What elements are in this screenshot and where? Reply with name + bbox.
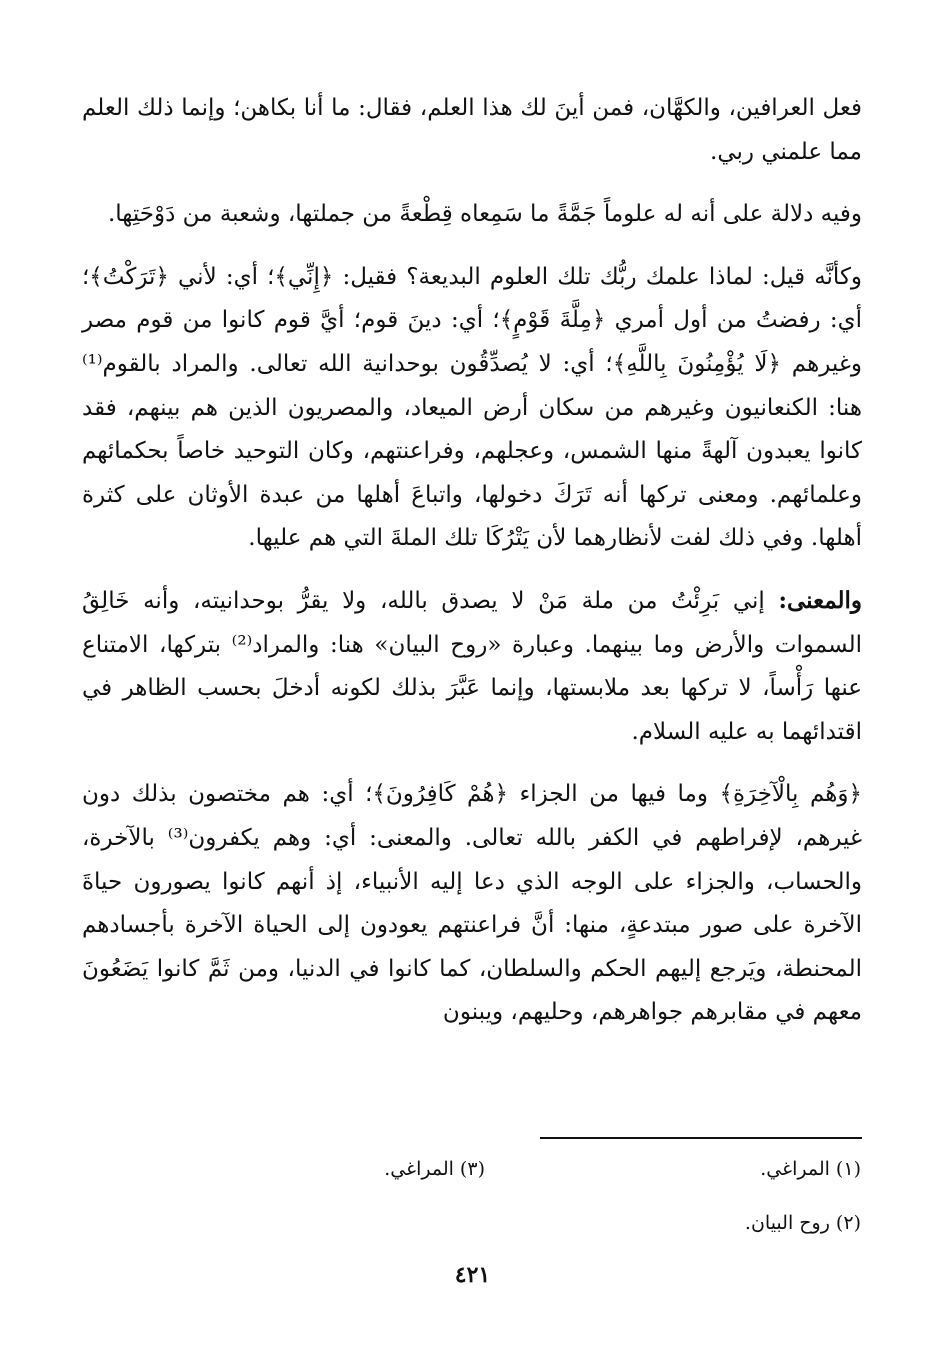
paragraph-text: ﴿وَهُم بِالْآخِرَةِ﴾ وما فيها من الجزاء ﴿هُمْ كَافِرُونَ﴾؛ أي: هم مختصون بذلك دون غيرهم، لإفراطهم في الكفر بالله تعالى. والمعنى: أي: وهم يكفرون⁽³⁾ بالآخرة، والحساب، والجزاء على الوجه الذي دعا إليه الأنبياء، إذ أنهم كانوا يصورون حياةَ الآخرة على صور مبتدعةٍ، منها: أنَّ فراعنتهم يعودون إلى الحياة الآخرة بأجسادهم المحنطة، ويَرجع إليهم الحكم والسلطان، كما كانوا في الدنيا، ومن ثَمَّ كانوا يَضَعُونَ معهم في مقابرهم جواهرهم، وحليهم، ويبنون xyxy=(82,781,863,1026)
main-text xyxy=(82,86,862,1053)
paragraph-4 xyxy=(82,579,862,754)
footnote-divider xyxy=(540,1137,862,1139)
paragraph-text: وكأنَّه قيل: لماذا علمك ربُّك تلك العلوم البديعة؟ فقيل: ﴿إِنِّي﴾؛ أي: لأني ﴿تَرَكْتُ﴾؛ أي: رفضتُ من أول أمري ﴿مِلَّةَ قَوْمٍ﴾؛ أي: دينَ قوم؛ أيَّ قوم كانوا من قوم مصر وغيرهم ﴿لَا يُؤْمِنُونَ بِاللَّهِ﴾؛ أي: لا يُصدِّقُون بوحدانية الله تعالى. والمراد بالقوم⁽¹⁾ هنا: الكنعانيون وغيرهم من سكان أرض الميعاد، والمصريون الذين هم بينهم، فقد كانوا يعبدون آلهةً منها الشمس، وعجلهم، وفراعنتهم، وكان التوحيد خاصاً بحكمائهم وعلمائهم. ومعنى تركها أنه تَرَكَ دخولها، واتباعَ أهلها من عبدة الأوثان على كثرة أهلها. وفي ذلك لفت لأنظارهما لأن يَتْرُكَا تلك الملةَ التي هم عليها. xyxy=(82,263,862,552)
page-number: ٤٢١ xyxy=(454,1262,491,1288)
footnote-1: (١) المراغي. xyxy=(760,1158,861,1180)
paragraph-3 xyxy=(82,255,862,561)
paragraph-1 xyxy=(82,86,862,174)
paragraph-text: إني بَرِئْتُ من ملة مَنْ لا يصدق بالله، ولا يقرُّ بوحدانيته، وأنه خَالِقُ السموات والأرض وما بينهما. وعبارة «روح البيان» هنا: والمراد⁽²⁾ بتركها، الامتناع عنها رَأْساً، لا تركها بعد ملابستها، وإنما عَبَّرَ بذلك لكونه أدخلَ بحسب الظاهر في اقتدائهما به عليه السلام. xyxy=(82,587,862,745)
paragraph-5 xyxy=(82,772,862,1035)
paragraph-lead: والمعنى: xyxy=(778,586,862,614)
footnote-3: (٣) المراغي. xyxy=(384,1158,485,1180)
paragraph-2 xyxy=(82,192,862,237)
paragraph-text: وفيه دلالة على أنه له علوماً جَمَّةً ما سَمِعاه قِطْعةً من جملتها، وشعبة من دَوْحَتِها. xyxy=(107,201,862,228)
paragraph-text: فعل العرافين، والكهَّان، فمن أينَ لك هذا العلم، فقال: ما أنا بكاهن؛ وإنما ذلك العلم مما علمني ربي. xyxy=(82,95,862,165)
footnote-2: (٢) روح البيان. xyxy=(744,1212,861,1234)
